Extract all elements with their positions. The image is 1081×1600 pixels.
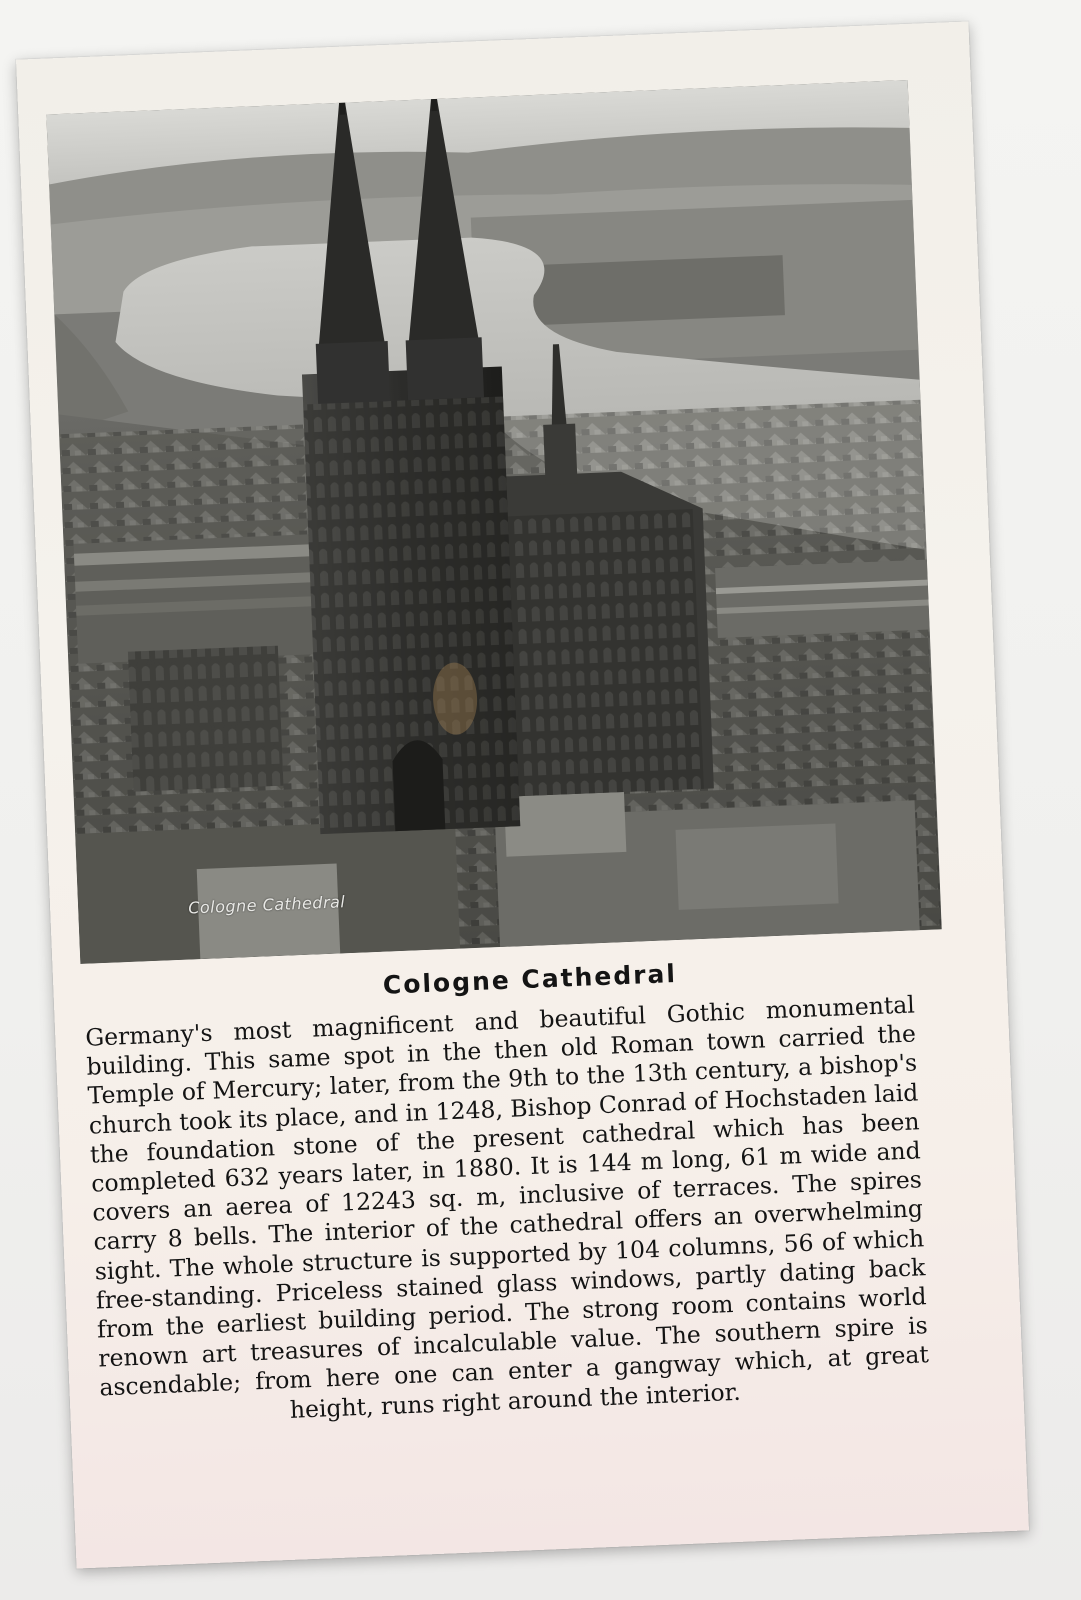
postcard [16,21,1029,1568]
postcard-description: Germany's most magnificent and beautiful Gothic monumental building. This same spot in the then old Roman town carried the Temple of Mercury; later, from the 9th to the 13th century, a bishop's church took its place, and in 1248, Bishop Conrad of Hochstaden laid the foundation stone of the present cathedral which has been completed 632 years later, in 1880. It is 144 m long, 61 m wide and covers an aerea of 12243 sq. m, inclusive of terraces. The spires carry 8 bells. The interior of the cathedral offers an overwhelming sight. The whole structure is supported by 104 columns, 56 of which free-standing. Priceless stained glass windows, partly dating back from the earliest building period. The strong room contains world renown art treasures of incalculable value. The southern spire is ascendable; from here one can enter a gangway which, at great height, runs right around the interior. [84,990,930,1424]
postcard-title: Cologne Cathedral [382,958,678,1000]
cathedral-photograph [46,80,941,964]
photo-caption: Cologne Cathedral [187,892,346,918]
